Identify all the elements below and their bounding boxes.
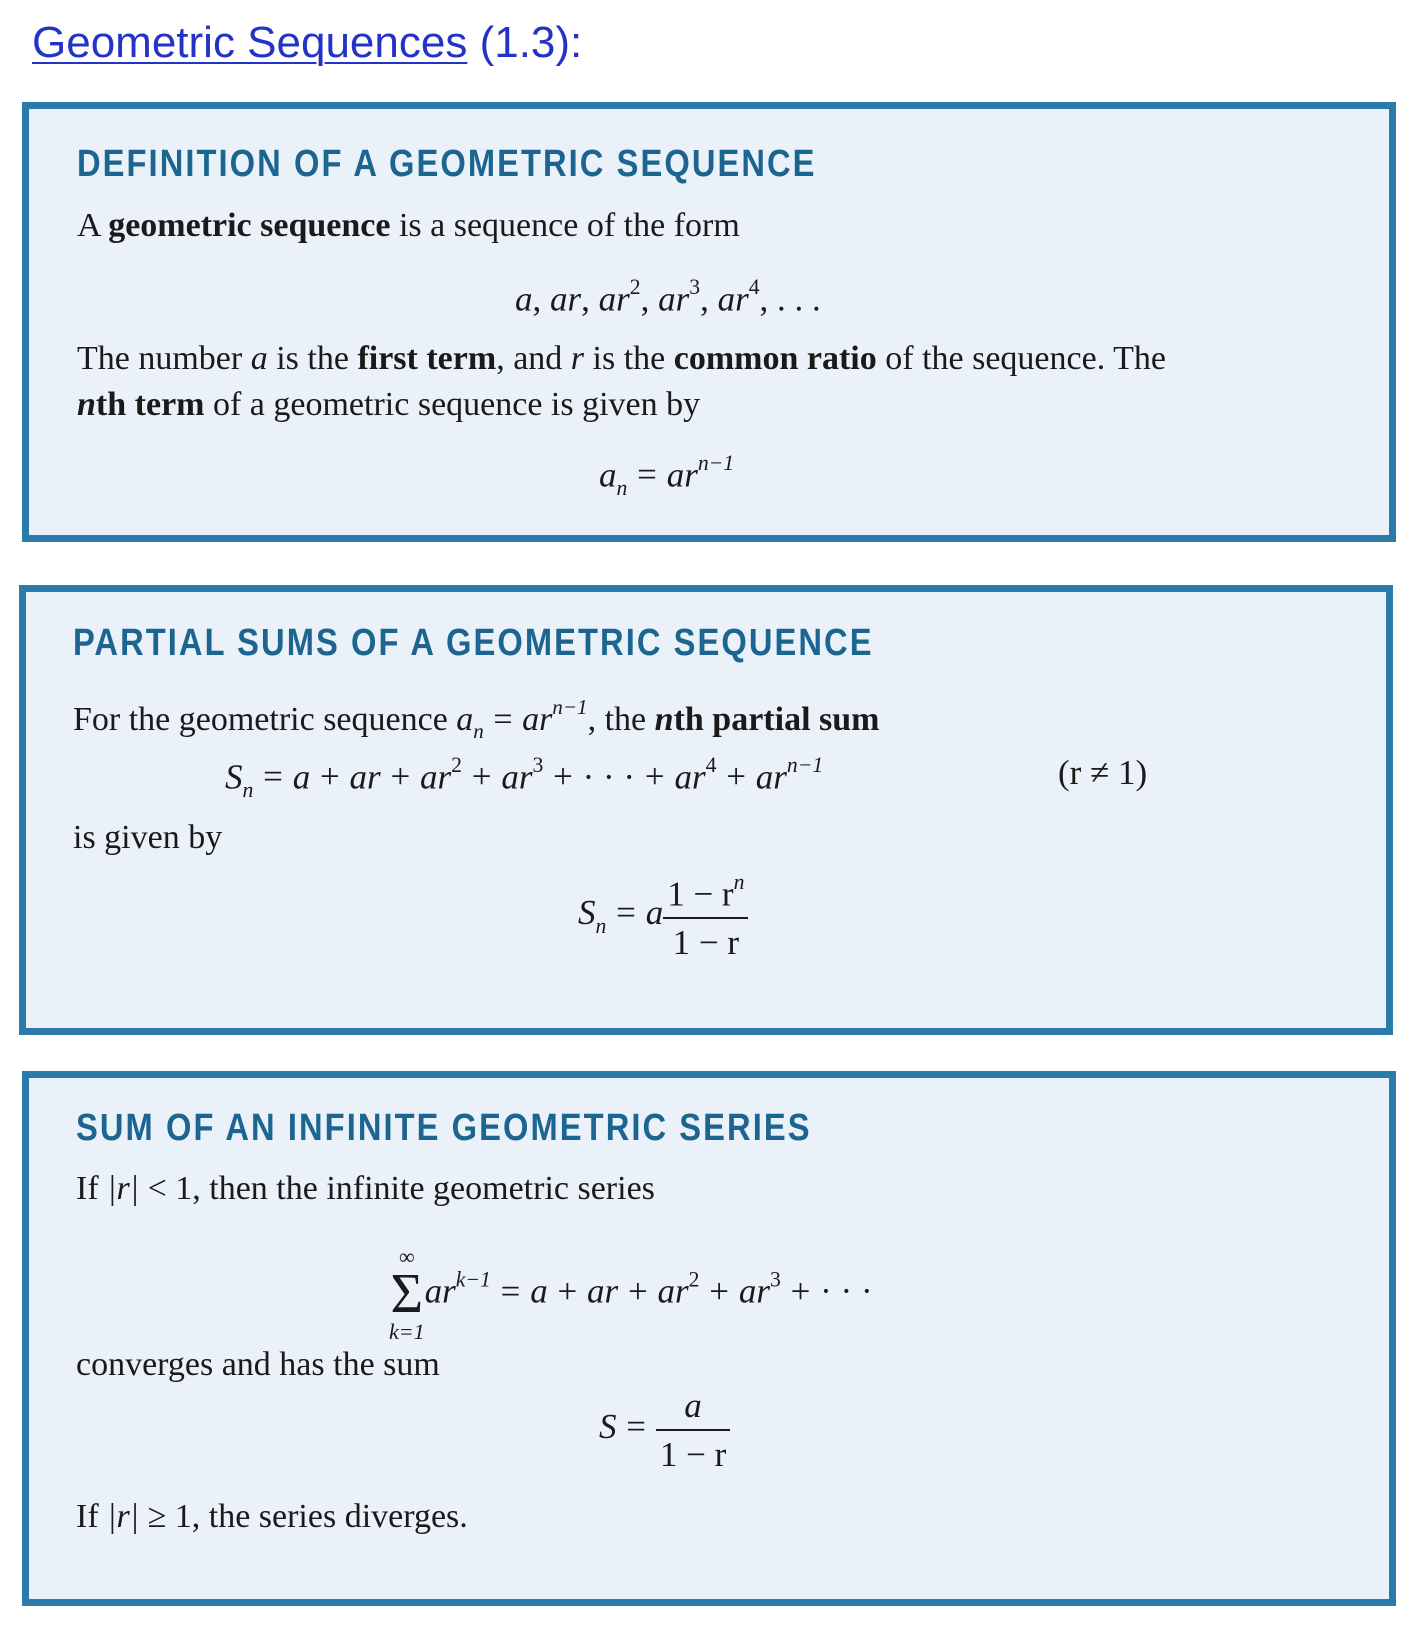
summation-symbol: ∞ Σ k=1 [389, 1244, 425, 1345]
nth-term-formula: $a_n = ar^{n-1}$ [599, 451, 735, 500]
infinite-sum-formula: S = $\frac{a}{1 - r}$ [599, 1388, 730, 1472]
partial-sums-heading: PARTIAL SUMS OF A GEOMETRIC SEQUENCE [73, 622, 874, 664]
partial-sum-series: $S_n = a$ + ar + $ar^2 + ar^3$ + · · · + $ar^4 + ar^{n-1}$ [225, 753, 824, 802]
converges-text: converges and has the sum [76, 1346, 440, 1383]
partial-sums-intro: For the geometric sequence $a_n = ar^{n-1}$, the nth partial sum [73, 695, 880, 744]
r-condition: (r ≠ 1) [1058, 753, 1148, 792]
definition-heading: DEFINITION OF A GEOMETRIC SEQUENCE [77, 143, 817, 185]
sequence-form: a, ar, $ar^2$, $ar^3$, $ar^4$, . . . [515, 275, 821, 319]
infinite-series-box [22, 1071, 1396, 1606]
infinite-series-intro: If |r| < 1, then the infinite geometric series [76, 1170, 655, 1207]
definition-intro: A geometric sequence is a sequence of the form [77, 207, 740, 244]
section-number: (1.3): [479, 18, 583, 67]
diverges-text: If |r| ≥ 1, the series diverges. [76, 1498, 468, 1535]
geometric-sequences-link[interactable]: Geometric Sequences [32, 18, 468, 67]
page-title [32, 18, 582, 68]
partial-sums-box [19, 585, 1393, 1035]
definition-explanation: The number a is the first term, and r is the common ratio of the sequence. The nth term of a geometric sequence is given by [77, 340, 1166, 423]
definition-box [22, 102, 1396, 542]
infinite-series-expression: ∞ Σ k=1 $ar^{k-1} = a$ + ar + $ar^2 + ar^3$ + · · · [389, 1244, 873, 1345]
infinite-series-heading: SUM OF AN INFINITE GEOMETRIC SERIES [76, 1107, 812, 1149]
is-given-by: is given by [73, 819, 223, 856]
partial-sum-formula: $S_n = a$ $\frac{1 - r^n}{1 - r}$ [578, 872, 748, 960]
